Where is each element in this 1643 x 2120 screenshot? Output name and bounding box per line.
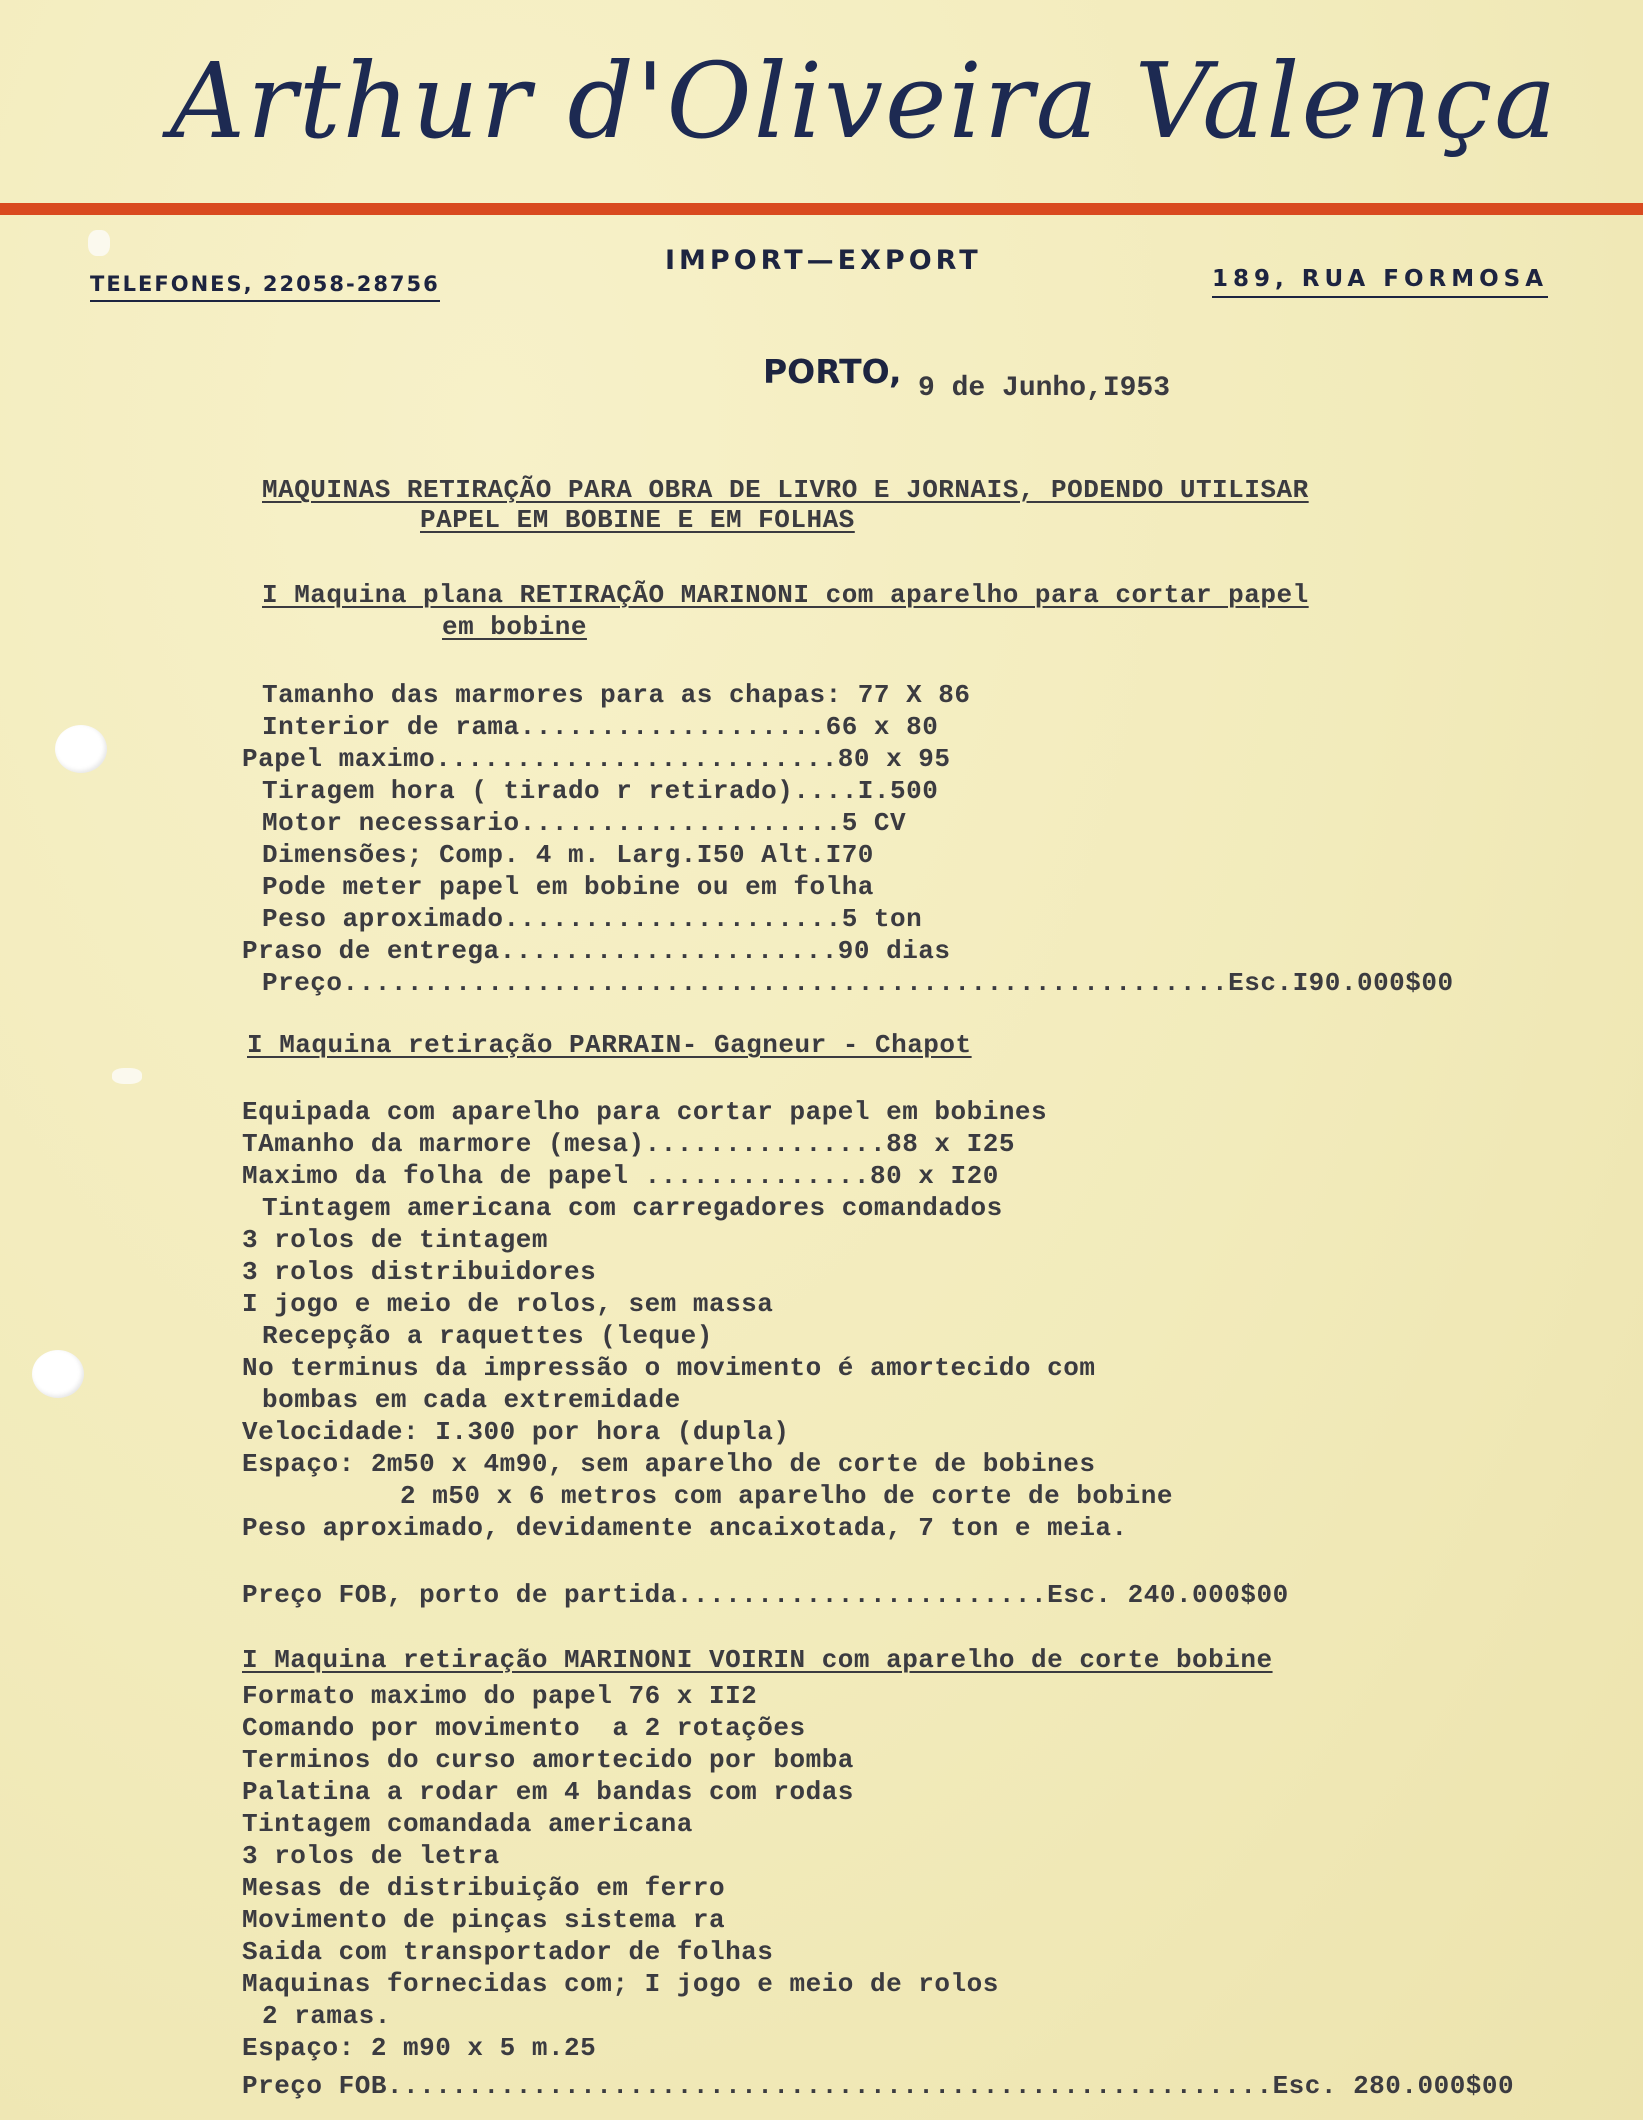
spec-line: Palatina a rodar em 4 bandas com rodas [242, 1777, 854, 1807]
paper-tear [88, 230, 110, 256]
spec-line: bombas em cada extremidade [262, 1385, 681, 1415]
spec-line: Equipada com aparelho para cortar papel em bobines [242, 1097, 1048, 1127]
spec-line: Peso aproximado, devidamente ancaixotada, 7 ton e meia. [242, 1513, 1128, 1543]
spec-line: Tiragem hora ( tirado r retirado)....I.500 [262, 776, 939, 806]
price-line: Preço.......................................................Esc.I90.000$00 [262, 968, 1454, 998]
letterhead-red-rule [0, 203, 1643, 215]
spec-line: No terminus da impressão o movimento é amortecido com [242, 1353, 1096, 1383]
spec-line: 3 rolos de tintagem [242, 1225, 548, 1255]
spec-line: Dimensões; Comp. 4 m. Larg.I50 Alt.I70 [262, 840, 874, 870]
spec-line: Papel maximo.........................80 x 95 [242, 744, 951, 774]
spec-line: Saida com transportador de folhas [242, 1937, 774, 1967]
letterhead-address: 189, RUA FORMOSA [1212, 266, 1548, 298]
machine-title: I Maquina retiração PARRAIN- Gagneur - Chapot [247, 1030, 972, 1060]
spec-line: Tintagem americana com carregadores comandados [262, 1193, 1003, 1223]
spec-line: TAmanho da marmore (mesa)...............88 x I25 [242, 1129, 1015, 1159]
punch-hole-bottom [32, 1350, 84, 1398]
spec-line: Formato maximo do papel 76 x II2 [242, 1681, 758, 1711]
heading-line: MAQUINAS RETIRAÇÃO PARA OBRA DE LIVRO E JORNAIS, PODENDO UTILISAR [262, 475, 1309, 505]
machine-title: I Maquina plana RETIRAÇÃO MARINONI com aparelho para cortar papel [262, 580, 1309, 610]
spec-line: Recepção a raquettes (leque) [262, 1321, 713, 1351]
paper-tear [112, 1068, 142, 1084]
spec-line: I jogo e meio de rolos, sem massa [242, 1289, 774, 1319]
spec-line: Espaço: 2 m90 x 5 m.25 [242, 2033, 597, 2063]
spec-line: Interior de rama...................66 x 80 [262, 712, 939, 742]
spec-line: Motor necessario....................5 CV [262, 808, 907, 838]
spec-line: Peso aproximado.....................5 ton [262, 904, 923, 934]
spec-line: Velocidade: I.300 por hora (dupla) [242, 1417, 790, 1447]
spec-line: 3 rolos de letra [242, 1841, 500, 1871]
punch-hole-top [55, 725, 107, 773]
spec-line: Terminos do curso amortecido por bomba [242, 1745, 854, 1775]
heading-line: PAPEL EM BOBINE E EM FOLHAS [420, 505, 855, 535]
spec-line: Movimento de pinças sistema ra [242, 1905, 726, 1935]
letterhead-tagline: IMPORT—EXPORT [665, 245, 982, 276]
spec-line: 3 rolos distribuidores [242, 1257, 597, 1287]
machine-title: em bobine [442, 612, 587, 642]
spec-line: Pode meter papel em bobine ou em folha [262, 872, 874, 902]
spec-line: Maquinas fornecidas com; I jogo e meio de rolos [242, 1969, 999, 1999]
machine-title: I Maquina retiração MARINONI VOIRIN com aparelho de corte bobine [242, 1645, 1273, 1675]
letterhead-phones: TELEFONES, 22058-28756 [90, 272, 440, 302]
price-line: Preço FOB, porto de partida.......................Esc. 240.000$00 [242, 1580, 1289, 1610]
spec-line: Tamanho das marmores para as chapas: 77 X 86 [262, 680, 971, 710]
spec-line: 2 ramas. [262, 2001, 391, 2031]
letterhead-name: Arthur d'Oliveira Valença [170, 40, 1559, 162]
price-line: Preço FOB.......................................................Esc. 280.000$00 [242, 2071, 1515, 2101]
spec-line: Mesas de distribuição em ferro [242, 1873, 726, 1903]
spec-line: Maximo da folha de papel ..............80 x I20 [242, 1161, 999, 1191]
letter-date: 9 de Junho,I953 [918, 373, 1171, 404]
letter-city: PORTO, [763, 352, 902, 391]
spec-line: Tintagem comandada americana [242, 1809, 693, 1839]
spec-line: 2 m50 x 6 metros com aparelho de corte de bobine [400, 1481, 1173, 1511]
spec-line: Praso de entrega.....................90 dias [242, 936, 951, 966]
spec-line: Comando por movimento a 2 rotações [242, 1713, 806, 1743]
spec-line: Espaço: 2m50 x 4m90, sem aparelho de corte de bobines [242, 1449, 1096, 1479]
